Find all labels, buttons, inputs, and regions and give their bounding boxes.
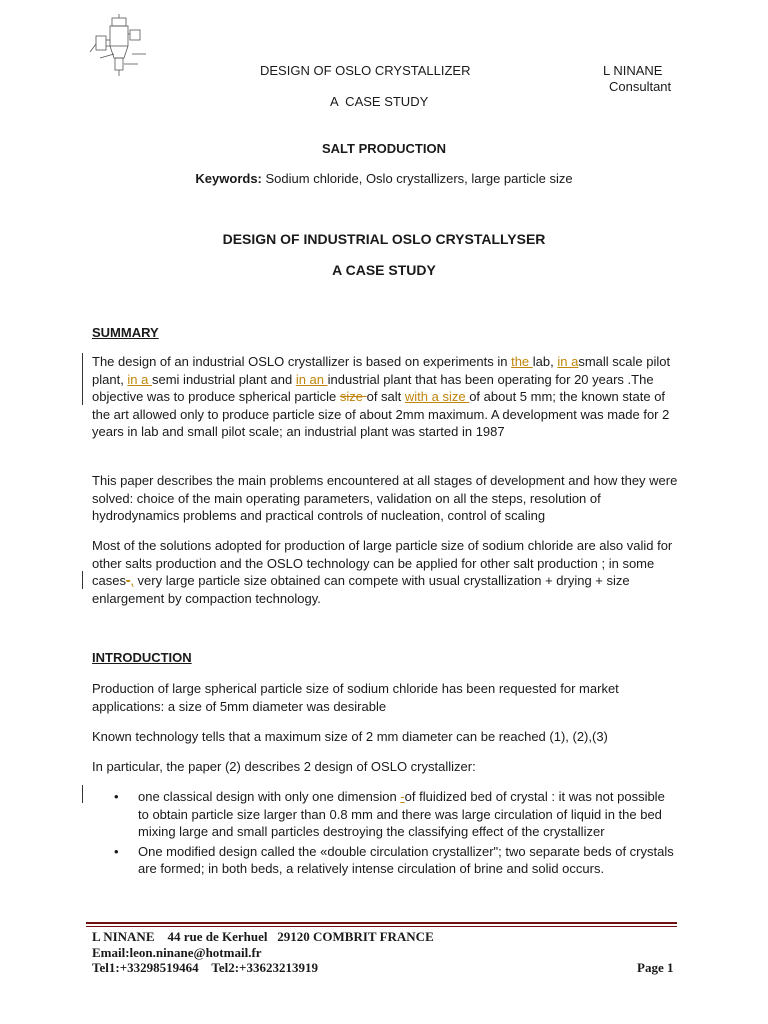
- summary-heading: SUMMARY: [92, 325, 159, 340]
- change-bar: [82, 785, 83, 803]
- revision-delete: -: [125, 573, 131, 588]
- page-number: Page 1: [637, 960, 674, 975]
- crystallizer-diagram-icon: [88, 14, 150, 78]
- revision-insert: in a: [127, 371, 152, 387]
- footer-rule: [86, 922, 677, 924]
- change-bar: [82, 353, 83, 405]
- summary-paragraph-2: This paper describes the main problems encountered at all stages of development and how they were solved: choice of the main operating parameters, validation on all the steps, resolution of hydrodynamics problems and practical controls of nucleation, control of scaling: [92, 473, 678, 523]
- header-subtitle: A CASE STUDY: [330, 94, 429, 109]
- summary-paragraph-1: The design of an industrial OSLO crystallizer is based on experiments in the lab, in asmall scale pilot plant, in a semi industrial plant and in an industrial plant that has been operating for 20 years .The objective was to produce spherical particle size of salt with a size of about 5 mm; the known state of the art allowed only to produce particle size of about 2mm maximum. A development was made for 2 years in lab and small pilot scale; an industrial plant was started in 1987: [92, 354, 671, 439]
- footer-email: Email:leon.ninane@hotmail.fr: [92, 945, 262, 960]
- revision-insert: in an: [295, 371, 328, 387]
- footer-address: L NINANE 44 rue de Kerhuel 29120 COMBRIT FRANCE: [92, 929, 434, 944]
- bullet-list: [92, 788, 678, 880]
- keywords-text: Sodium chloride, Oslo crystallizers, large particle size: [261, 171, 573, 186]
- header-role: Consultant: [609, 79, 672, 94]
- summary-paragraph-3: Most of the solutions adopted for production of large particle size of sodium chloride are also valid for other salts production and the OSLO technology can be applied for other salt production ; in some cases-, very large particle size obtained can compete with usual crystallization + drying + size enlargement by compaction technology.: [92, 538, 673, 606]
- footer-phones: Tel1:+33298519464 Tel2:+33623213919: [92, 960, 318, 975]
- list-item: • one classical design with only one dimension -of fluidized bed of crystal : it was not possible to obtain particle size larger than 0.8 mm and there was large circulation of liquid in the bed mixing large and small particles destroying the classifying effect of the crystallizer: [114, 789, 665, 839]
- list-item: • One modified design called the «double circulation crystallizer"; two separate beds of crystals are formed; in both beds, a relatively intense circulation of brine and solid occurs.: [114, 843, 674, 876]
- revision-insert: -: [400, 789, 405, 804]
- change-bar: [82, 571, 83, 589]
- introduction-heading: INTRODUCTION: [92, 650, 192, 665]
- revision-delete: size: [339, 389, 367, 404]
- header-title: DESIGN OF OSLO CRYSTALLIZER: [260, 63, 471, 78]
- intro-paragraph-3: In particular, the paper (2) describes 2 design of OSLO crystallizer:: [92, 759, 476, 774]
- revision-insert: with a size: [404, 389, 470, 404]
- bullet-icon: •: [114, 843, 119, 859]
- bullet-icon: •: [114, 789, 119, 804]
- header-author: L NINANE: [603, 63, 663, 78]
- footer-rule: [86, 926, 677, 927]
- topic-heading: SALT PRODUCTION: [322, 141, 446, 156]
- main-subtitle: A CASE STUDY: [332, 262, 436, 278]
- revision-insert: in a: [557, 354, 579, 369]
- intro-paragraph-2: Known technology tells that a maximum size of 2 mm diameter can be reached (1), (2),(3): [92, 729, 608, 744]
- revision-insert: the: [511, 354, 533, 369]
- main-title: DESIGN OF INDUSTRIAL OSLO CRYSTALLYSER: [222, 231, 546, 247]
- revision-insert: ,: [130, 573, 134, 588]
- intro-paragraph-1: Production of large spherical particle size of sodium chloride has been requested for market applications: a size of 5mm diameter was desirable: [92, 681, 619, 714]
- keywords-line: [0, 171, 768, 186]
- keywords-label: Keywords:: [195, 171, 262, 186]
